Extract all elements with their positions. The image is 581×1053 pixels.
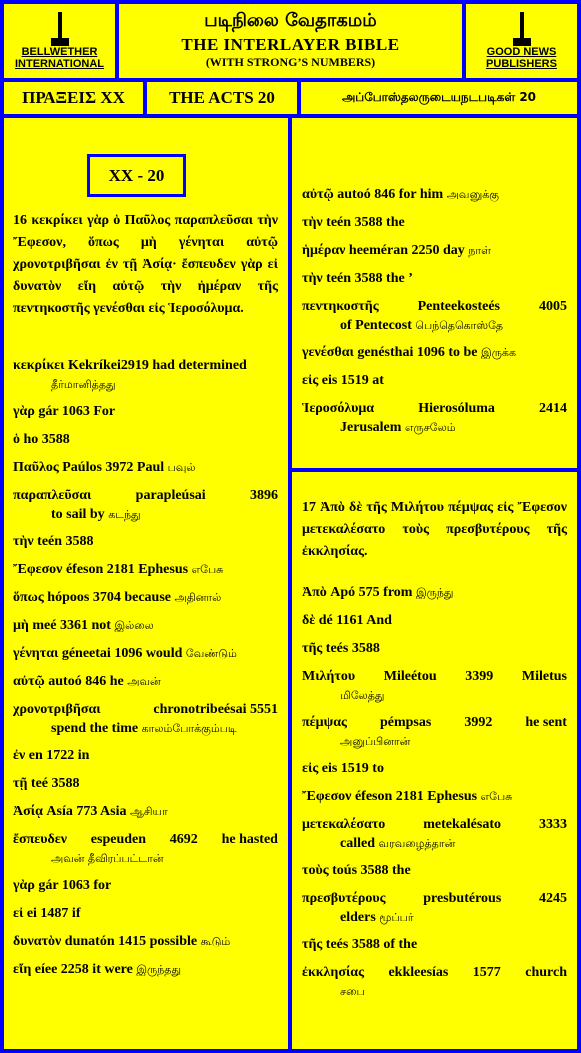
right-bottom-word-list — [302, 583, 567, 1009]
word-field: τῆς teés 3588 of the — [302, 937, 418, 952]
word-field: espeuden — [90, 832, 147, 847]
word-field: Ἀσίᾳ Asía 773 Asia ஆசியா — [13, 804, 168, 819]
word-gloss: called வரவழைத்தான் — [340, 836, 456, 851]
word-field: πεντηκοστῆς — [302, 299, 379, 314]
word-field: Ἱεροσόλυμα — [302, 401, 375, 416]
word-entry — [302, 185, 567, 205]
word-entry — [13, 830, 278, 868]
word-field: εἴη eíee 2258 it were இருந்தது — [13, 962, 182, 977]
word-field: he hasted — [221, 832, 278, 847]
word-entry — [13, 458, 278, 478]
word-entry — [13, 802, 278, 822]
word-entry — [13, 430, 278, 450]
word-field: 4692 — [169, 832, 198, 847]
word-field: ἡμέραν heeméran 2250 day நாள் — [302, 243, 492, 258]
word-gloss: elders மூப்பர் — [340, 910, 414, 925]
word-entry — [13, 700, 278, 738]
word-entry — [302, 297, 567, 335]
word-field: εἰς eis 1519 to — [302, 761, 384, 776]
word-field: Ἀπὸ Apó 575 from இருந்து — [302, 585, 454, 600]
word-entry — [13, 486, 278, 524]
word-field: Mileétou — [383, 669, 437, 684]
word-field: αὐτῷ autoó 846 he அவன் — [13, 674, 161, 689]
word-entry — [13, 644, 278, 664]
book-tamil: அப்போஸ்தலருடையநடபடிகள் 20 — [301, 82, 577, 114]
word-field: τὴν teén 3588 — [13, 534, 94, 549]
word-gloss: மிலேத்து — [340, 689, 385, 702]
word-entry — [302, 815, 567, 853]
word-field: 3992 — [464, 715, 493, 730]
word-entry — [13, 932, 278, 952]
pillar-icon — [511, 12, 533, 46]
word-field: εἰς eis 1519 at — [302, 373, 384, 388]
word-entry — [13, 356, 278, 394]
word-entry — [13, 904, 278, 924]
word-entry — [302, 713, 567, 751]
word-field: πέμψας — [302, 715, 347, 730]
word-gloss: to sail by கடந்து — [51, 507, 141, 522]
title-subtitle: (WITH STRONG’S NUMBERS) — [205, 55, 376, 69]
word-gloss: அனுப்பினான் — [340, 735, 411, 748]
word-entry — [13, 532, 278, 552]
word-field: δυνατὸν dunatón 1415 possible கூடும் — [13, 934, 231, 949]
word-entry — [302, 241, 567, 261]
bellwether-logo — [4, 4, 115, 78]
word-field: 1577 — [472, 965, 501, 980]
word-entry — [302, 935, 567, 955]
word-entry — [302, 583, 567, 603]
word-field: 3399 — [465, 669, 494, 684]
word-field: μετεκαλέσατο — [302, 817, 386, 832]
bellwether-logo-text: BELLWETHER INTERNATIONAL — [14, 46, 104, 70]
word-field: γένηται géneetai 1096 would வேண்டும் — [13, 646, 237, 661]
good-news-logo — [466, 4, 577, 78]
word-field: Miletus — [521, 669, 567, 684]
word-field: church — [525, 965, 567, 980]
word-entry — [13, 672, 278, 692]
word-field: ekkleesías — [388, 965, 449, 980]
word-field: presbutérous — [423, 891, 502, 906]
word-field: he sent — [525, 715, 567, 730]
word-field: 3896 — [250, 488, 278, 503]
word-field: εἰ ei 1487 if — [13, 906, 81, 921]
word-field: ὁ ho 3588 — [13, 432, 70, 447]
word-field: chronotribeésai 5551 — [153, 702, 278, 717]
pillar-icon — [49, 12, 71, 46]
word-entry — [302, 399, 567, 437]
word-entry — [302, 371, 567, 391]
word-field: 4005 — [539, 299, 567, 314]
word-field: Ἔφεσον éfeson 2181 Ephesus எபேசு — [302, 789, 513, 804]
word-field: metekalésato — [423, 817, 502, 832]
book-english: THE ACTS 20 — [147, 82, 297, 114]
word-field: ἐν en 1722 in — [13, 748, 90, 763]
word-field: μὴ meé 3361 not இல்லை — [13, 618, 154, 633]
word-gloss: of Pentecost பெந்தெகொஸ்தே — [340, 318, 504, 333]
word-field: ἔσπευδεν — [13, 832, 68, 847]
word-field: αὐτῷ autoó 846 for him அவனுக்கு — [302, 187, 499, 202]
word-gloss: spend the time காலம்போக்கும்படி — [51, 721, 237, 736]
word-field: parapleúsai — [135, 488, 206, 503]
word-entry — [302, 759, 567, 779]
word-field: ὅπως hópoos 3704 because அதினால் — [13, 590, 222, 605]
word-field: Penteekosteés — [417, 299, 501, 314]
word-entry — [302, 269, 567, 289]
word-gloss: தீர்மானித்தது — [51, 378, 116, 391]
word-entry — [302, 639, 567, 659]
word-field: τῆς teés 3588 — [302, 641, 380, 656]
word-field: Ἔφεσον éfeson 2181 Ephesus எபேசு — [13, 562, 224, 577]
word-field: 3333 — [538, 817, 567, 832]
word-field: τὴν teén 3588 the — [302, 215, 405, 230]
word-entry — [13, 960, 278, 980]
word-entry — [13, 616, 278, 636]
word-entry — [13, 402, 278, 422]
word-entry — [302, 213, 567, 233]
word-gloss: அவன் தீவிரப்பட்டான் — [51, 852, 164, 865]
word-field: γὰρ gár 1063 for — [13, 878, 112, 893]
word-gloss: Jerusalem எருசலேம் — [340, 420, 456, 435]
word-entry — [13, 876, 278, 896]
word-field: χρονοτριβῆσαι — [13, 702, 101, 717]
word-field: παραπλεῦσαι — [13, 488, 92, 503]
word-field: πρεσβυτέρους — [302, 891, 386, 906]
word-entry — [13, 774, 278, 794]
word-entry — [13, 746, 278, 766]
word-field: γενέσθαι genésthai 1096 to be இருக்க — [302, 345, 516, 360]
word-entry — [302, 611, 567, 631]
word-field: Μιλήτου — [302, 669, 356, 684]
word-entry — [302, 787, 567, 807]
word-entry — [302, 861, 567, 881]
word-field: τοὺς toús 3588 the — [302, 863, 411, 878]
book-greek: ΠΡΑΞΕΙΣ XX — [4, 82, 143, 114]
right-top-word-list — [302, 185, 567, 445]
title-block — [119, 4, 462, 78]
word-entry — [13, 588, 278, 608]
word-field: ἐκκλησίας — [302, 965, 365, 980]
word-field: Παῦλος Paúlos 3972 Paul பவுல் — [13, 460, 196, 475]
good-news-logo-text: GOOD NEWS PUBLISHERS — [486, 46, 557, 70]
title-english: THE INTERLAYER BIBLE — [181, 35, 400, 54]
word-field: τὴν teén 3588 the ’ — [302, 271, 413, 286]
word-field: pémpsas — [379, 715, 432, 730]
word-entry — [302, 963, 567, 1001]
word-entry — [302, 667, 567, 705]
word-entry — [13, 560, 278, 580]
word-entry — [302, 343, 567, 363]
word-field: 4245 — [538, 891, 567, 906]
title-tamil: படிநிலை வேதாகமம் — [204, 10, 377, 31]
word-field: γὰρ gár 1063 For — [13, 404, 116, 419]
word-field: δὲ dé 1161 And — [302, 613, 392, 628]
left-word-list — [13, 356, 278, 988]
word-field: κεκρίκει Kekríkei2919 had determined — [13, 358, 247, 373]
word-field: Hierosóluma — [418, 401, 495, 416]
word-gloss: சபை — [340, 985, 365, 998]
chapter-label: XX - 20 — [90, 157, 183, 194]
word-field: 2414 — [539, 401, 567, 416]
verse-16-text: 16 κεκρίκει γὰρ ὁ Παῦλος παραπλεῦσαι τὴν Ἔφεσον, ὅπως μὴ γένηται αὐτῷ χρονοτριβῆσαι ἐν τῇ Ἀσίᾳ· ἔσπευδεν γὰρ εἰ δυνατὸν εἴη αὐτῷ τὴν ἡμέραν τῆς πεντηκοστῆς γενέσθαι εἰς Ἱεροσόλυμα. — [13, 213, 278, 316]
word-entry — [302, 889, 567, 927]
chapter-box — [87, 154, 186, 197]
verse-17-text: 17 Ἀπὸ δὲ τῆς Μιλήτου πέμψας εἰς Ἔφεσον μετεκαλέσατο τοὺς πρεσβυτέρους τῆς ἐκκλησίας. — [302, 500, 567, 559]
word-field: τῇ teé 3588 — [13, 776, 80, 791]
